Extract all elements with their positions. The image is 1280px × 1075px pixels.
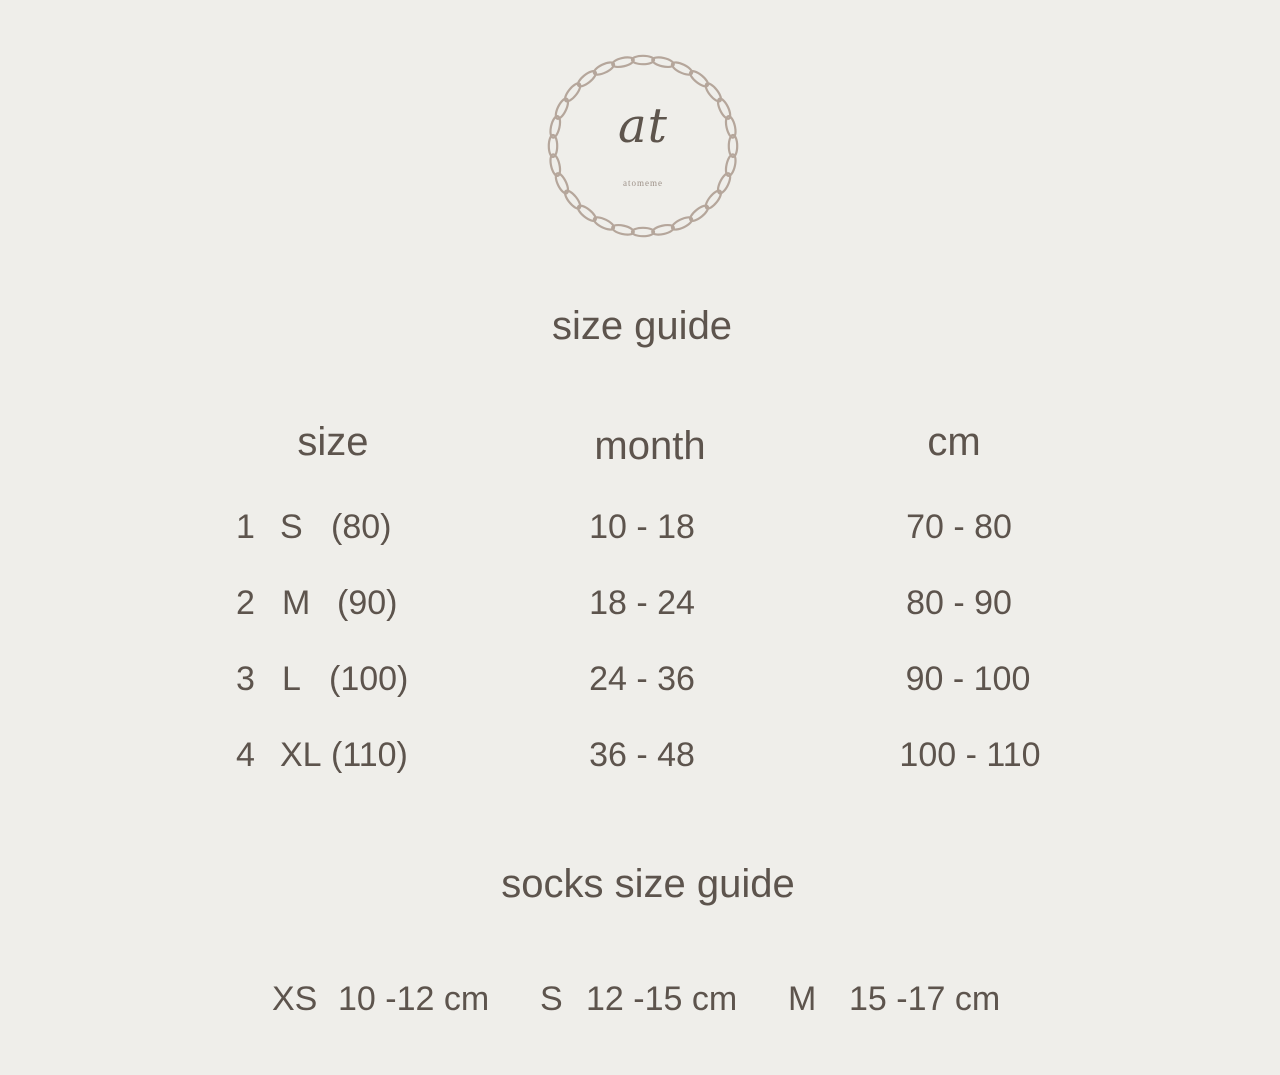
row-cm: 70 - 80: [906, 508, 1012, 546]
row-cm: 100 - 110: [899, 736, 1041, 774]
row-size-letter: L: [282, 660, 301, 698]
socks-size-range: 10 -12 cm: [338, 980, 490, 1018]
socks-size-label: M: [788, 980, 817, 1018]
logo-monogram: at: [618, 98, 668, 154]
socks-size-label: XS: [272, 980, 318, 1018]
row-number: 3: [236, 660, 255, 698]
header-month: month: [594, 424, 706, 468]
row-size-code: (90): [337, 584, 398, 622]
row-month: 24 - 36: [589, 660, 695, 698]
socks-size-guide-title: socks size guide: [501, 862, 795, 906]
logo-wordmark: atomeme: [623, 178, 663, 188]
header-cm: cm: [927, 420, 981, 464]
socks-size-range: 12 -15 cm: [586, 980, 738, 1018]
row-cm: 80 - 90: [906, 584, 1012, 622]
row-number: 2: [236, 584, 255, 622]
header-size: size: [297, 420, 369, 464]
socks-size-label: S: [540, 980, 563, 1018]
socks-size-range: 15 -17 cm: [849, 980, 1001, 1018]
row-size-code: (100): [329, 660, 409, 698]
row-month: 18 - 24: [589, 584, 695, 622]
row-number: 1: [236, 508, 255, 546]
size-guide-title: size guide: [551, 304, 733, 348]
row-size-letter: S: [280, 508, 303, 546]
row-size-code: (110): [331, 736, 408, 774]
brand-logo: [545, 52, 741, 240]
row-cm: 90 - 100: [905, 660, 1031, 698]
row-size-letter: M: [282, 584, 311, 622]
row-month: 10 - 18: [589, 508, 695, 546]
row-month: 36 - 48: [589, 736, 695, 774]
row-number: 4: [236, 736, 255, 774]
row-size-code: (80): [331, 508, 392, 546]
row-size-letter: XL: [280, 736, 322, 774]
